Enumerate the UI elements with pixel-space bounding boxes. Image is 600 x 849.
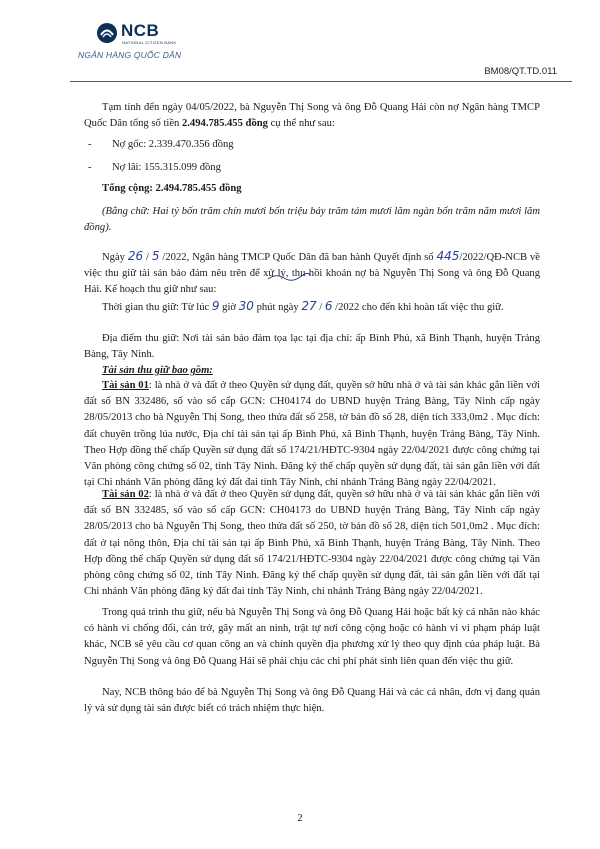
intro-text: Tạm tính đến ngày 04/05/2022, bà Nguyễn Thị Song và ông Đỗ Quang Hải còn nợ Ngân hàng TMCP Quốc Dân tổng số tiền: [84, 102, 540, 130]
principal-line: - Nợ gốc: 2.339.470.356 đồng: [88, 139, 234, 150]
interest-text: Nợ lãi: 155.315.099 đồng: [112, 162, 221, 173]
brand-subtitle: NATIONAL CITIZEN BANK: [122, 40, 177, 45]
brand-name: NCB: [121, 21, 160, 40]
time-t2: giờ: [219, 302, 239, 313]
total-line: Tổng cộng: 2.494.785.455 đồng: [102, 183, 242, 194]
time-t5: /2022 cho đến khi hoàn tất việc thu giữ.: [332, 302, 504, 313]
handwritten-hour: 9: [211, 299, 220, 313]
asset-1-text: : là nhà ở và đất ở theo Quyền sử dụng đất, quyền sở hữu nhà ở và tài sản khác gắn liền với đất số BN 332486, số vào sổ cấp GCN: CH04174 do UBND huyện Trảng Bàng, Tây Ninh cấp ngày 28/05/2013 cho bà Nguyễn Thị Song, theo thửa đất số 258, tờ bản đồ số 28, diện tích 333,0m2 . Mục đích: đất chuyên trồng lúa nước, Địa chỉ tài sản tại ấp Bình Phú, xã Bình Thạnh, huyện Trảng Bàng, Tây Ninh. Theo Hợp đồng thế chấp Quyền sử dụng đất số 174/21/HĐTC-9304 ngày 22/04/2021 được công chứng tại Văn phòng công chứng số 02, tỉnh Tây Ninh. Đăng ký thế chấp quyền sử dụng đất, tài sản gắn liền với đất tại Chi nhánh Văn phòng đăng ký đất đai tỉnh Tây Ninh, chi nhánh Trảng Bàng ngày 22/04/2021.: [84, 380, 540, 489]
handwritten-day: 26: [127, 249, 144, 263]
principal-text: Nợ gốc: 2.339.470.356 đồng: [112, 139, 234, 150]
decision-t4: /2022/QĐ-NCB về việc thu giữ tài sản bảo đảm nêu trên để xử lý, thu hồi khoản nợ bà Nguyễn Thị Song và ông Đỗ Quang Hải. Kế hoạch thu giữ như sau:: [84, 252, 540, 296]
intro-paragraph: [84, 100, 540, 132]
time-t4: /: [316, 302, 325, 313]
page-number: 2: [297, 813, 303, 824]
document-code: BM08/QT.TD.011: [484, 66, 557, 77]
handwritten-minute: 30: [238, 299, 254, 313]
handwritten-month: 5: [151, 249, 160, 263]
amount-in-words: (Bằng chữ: Hai tỷ bốn trăm chín mươi bốn triệu bảy trăm tám mươi lăm ngàn bốn trăm năm mươi lăm đồng).: [84, 206, 540, 234]
decision-t2: /: [143, 252, 152, 263]
handwritten-seizure-month: 6: [324, 299, 333, 313]
assets-heading: Tài sản thu giữ bao gồm:: [102, 365, 213, 376]
header-divider: [70, 81, 572, 82]
decision-t1: Ngày: [102, 252, 128, 263]
decision-t3: /2022, Ngân hàng TMCP Quốc Dân đã ban hành Quyết định số: [159, 252, 437, 263]
handwritten-seizure-day: 27: [301, 299, 317, 313]
time-paragraph: [84, 298, 540, 316]
handwritten-scribble-mark: [266, 271, 312, 283]
intro-amount: 2.494.785.455 đồng: [181, 118, 268, 130]
handwritten-decision-number: 445: [436, 249, 460, 263]
asset-2-text: : là nhà ở và đất ở theo Quyền sử dụng đất, quyền sở hữu nhà ở và tài sản khác gắn liền với đất số BN 332485, số vào sổ cấp GCN: CH04173 do UBND huyện Trảng Bàng, Tây Ninh cấp ngày 28/05/2013 cho bà Nguyễn Thị Song, theo thửa đất số 250, tờ bản đồ số 28, diện tích 501,0m2 . Mục đích: đất ở tại nông thôn, Địa chỉ tài sản tại ấp Bình Phú, xã Bình Thạnh, huyện Trảng Bàng, Tây Ninh. Theo Hợp đồng thế chấp Quyền sử dụng đất số 174/21/HĐTC-9304 ngày 22/04/2021 được công chứng tại Văn phòng công chứng số 02, tỉnh Tây Ninh. Đăng ký thế chấp quyền sử dụng đất, tài sản gắn liền với đất tại Chi nhánh Văn phòng đăng ký đất đai tỉnh Tây Ninh, chi nhánh Trảng Bàng ngày 22/04/2021.: [84, 489, 540, 598]
asset-1-label: Tài sản 01: [102, 380, 149, 391]
interest-line: - Nợ lãi: 155.315.099 đồng: [88, 162, 221, 173]
time-t3: phút ngày: [253, 302, 302, 313]
ncb-logo: [78, 20, 188, 64]
asset-2-paragraph: [84, 487, 540, 600]
asset-2-label: Tài sản 02: [102, 489, 149, 500]
brand-vietnamese-name: NGÂN HÀNG QUỐC DÂN: [78, 50, 182, 60]
decision-paragraph: [84, 248, 540, 299]
time-t1: Thời gian thu giữ: Từ lúc: [102, 302, 212, 313]
asset-1-paragraph: [84, 378, 540, 491]
warning-paragraph: Trong quá trình thu giữ, nếu bà Nguyễn Thị Song và ông Đỗ Quang Hải hoặc bất kỳ cá nhân nào khác có hành vi chống đối, cản trở, gây mất an ninh, trật tự nơi công cộng hoặc có hành vi vi phạm pháp luật khác, NCB sẽ yêu cầu cơ quan công an và chính quyền địa phương xử lý theo quy định của pháp luật. Bà Nguyễn Thị Song và ông Đỗ Quang Hải sẽ phải chịu các chi phí phát sinh liên quan đến việc thu giữ.: [84, 607, 540, 667]
ncb-emblem-icon: [96, 22, 118, 44]
intro-tail: cụ thể như sau:: [267, 118, 335, 130]
location-paragraph: Địa điểm thu giữ: Nơi tài sản bảo đảm tọa lạc tại địa chỉ: ấp Bình Phú, xã Bình Thạnh, huyện Trảng Bàng, Tây Ninh.: [84, 333, 540, 361]
closing-paragraph: Nay, NCB thông báo để bà Nguyễn Thị Song và ông Đỗ Quang Hải và các cá nhân, đơn vị đang quản lý và sử dụng tài sản được biết có trách nhiệm thực hiện.: [84, 687, 540, 715]
